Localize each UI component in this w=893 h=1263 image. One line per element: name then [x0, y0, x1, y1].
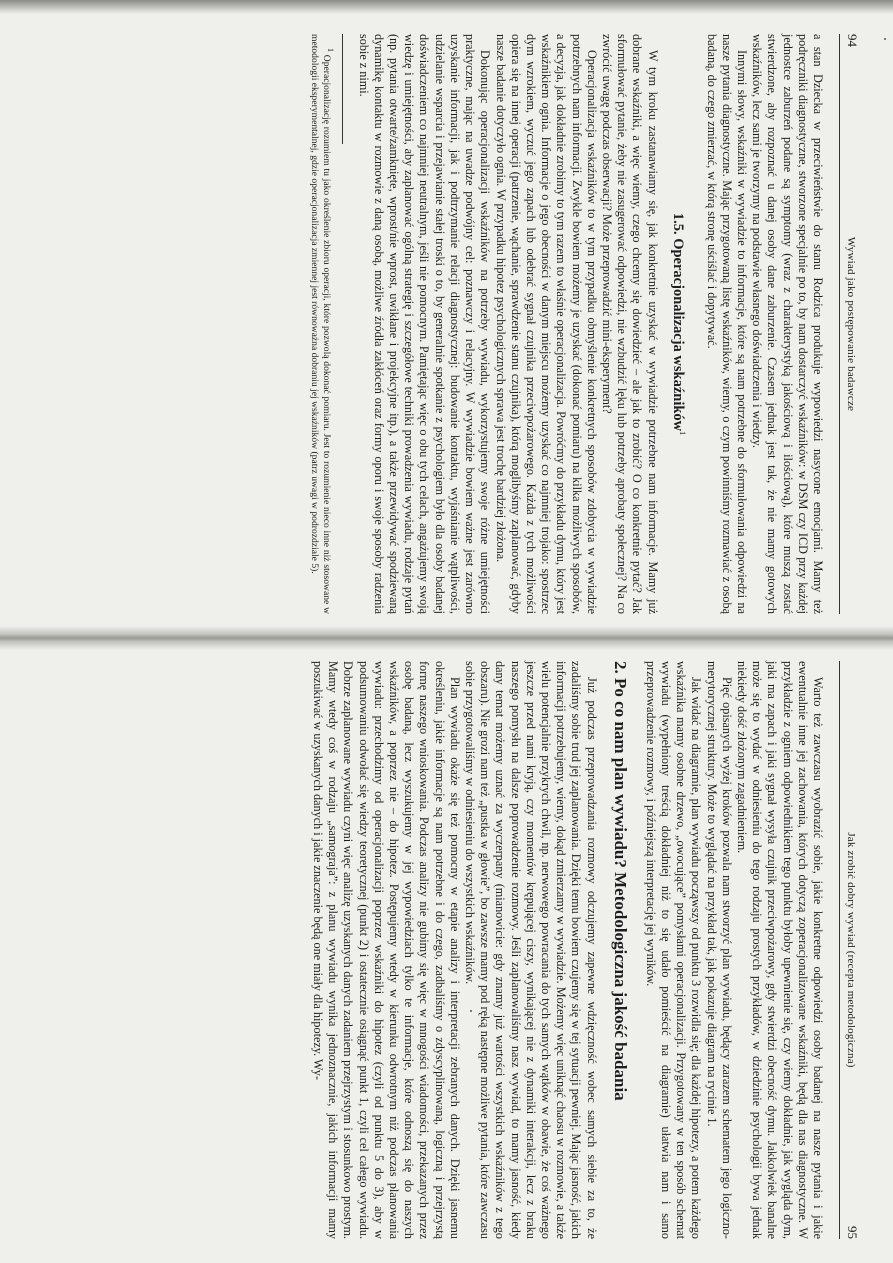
paragraph: Dokonując operacjonalizacji wskaźników na potrzeby wywiadu, wykorzystujemy swoje różne umiejętności praktyczne, mając na uwadze podwójny cel: poznawczy i relacyjny. W wywiadzie bowiem ważne jest zarówno uzyskanie informacji, jak i podtrzymanie relacji diagnostycznej: budowanie kontaktu, wyjaśnianie wątpliwości, udzielanie wsparcia i przejawianie stałej troski o to, by generalnie spotkanie z psychologiem było dla osoby badanej doświadczeniem co najmniej neutralnym, jeśli nie pomocnym. Pamiętając więc o obu tych celach, angażujemy swoją wiedzę i umiejętności, aby zaplanować ogólną strategię i szczegółowe techniki prowadzenia wywiadu, rodzaje pytań (np. pytania otwarte/zamknięte, wprost/nie wprost, uwikłane i projekcyjne itp.), a także przewidywać spodziewaną dynamikę kontaktu w rozmowie z daną osobą, możliwe źródła zakłóceń oraz formy oporu i swoje sposoby radzenia sobie z nimi. — [356, 34, 493, 614]
paragraph: W tym kroku zastanawiamy się, jak konkretnie uzyskać w wywiadzie potrzebne nam informacje. Mamy już dobrane wskaźniki, a więc wiemy, czego chcemy się dowiedzieć – ale jak to zrobić? O co konkretnie pytać? Jak sformułować pytanie, żeby nie zasugerować odpowiedzi, nie wzbudzić lęku lub potrzeby aprobaty społecznej? Na co zwrócić uwagę podczas obserwacji? Może przeprowadzić mini-eksperyment? — [599, 34, 660, 614]
page-number: 95 — [845, 1226, 860, 1239]
running-title: Jak zrobić dobry wywiad (recepta metodologiczna) — [845, 832, 857, 1068]
paragraph: a stan Dziecka w przeciwieństwie do stanu Rodzica produkuje wypowiedzi nasycone emocjami. Mamy też podręczniki diagnostyczne, stworzone specjalnie po to, by nam dostarczyć wskaźników: w DSM czy ICD przy każdej jednostce zaburzeń podane są symptomy (wraz z charakterystyką jakościową i ilościową), które muszą zostać stwierdzone, aby rozpoznać u danej osoby dane zaburzenie. Czasem jednak jest tak, że nie mamy gotowych wskaźników, lecz sami je tworzymy na podstawie własnego doświadczenia i wiedzy. — [750, 34, 825, 614]
footnote-text: Operacjonalizację rozumiem tu jako określenie zbioru operacji, które pozwolą dokonać pomiaru. Jest to rozumienie nieco inne niż stosowane w metodologii eksperymentalnej, gdzie operacjonalizacja zmiennej jest równoważna dobraniu jej wskaźników (patrz uwagi w podrozdziale 5). — [309, 34, 333, 614]
footnote — [308, 34, 336, 614]
page-94 — [40, 28, 860, 620]
section-heading-text: 1.5. Operacjonalizacja wskaźników — [670, 212, 687, 432]
scan-edge-top — [0, 0, 893, 14]
footnote-number: 1 — [326, 48, 336, 52]
paragraph: Plan wywiadu okaże się też pomocny w etapie analizy i interpretacji zebranych danych. Dzięki jasnemu określeniu, jakie informacje są nam potrzebne i do czego, zadbaliśmy o zdyscyplinowaną, logiczną i przejrzystą formę naszego wnioskowania. Podczas analizy nie gubimy się więc w mnogości wiadomości, przekazanych przez osobę badaną, lecz wyszukujemy w jej wypowiedziach tylko te informacje, które odnoszą się do naszych wskaźników, a poprzez nie – do hipotez. Postępujemy wtedy w kierunku odwrotnym niż podczas planowania wywiadu: przechodzimy od operacjonalizacji poprzez wskaźniki do hipotez (czyli od punktu 5 do 3), aby w podsumowaniu odwołać się wiedzy teoretycznej (punkt 2) i ostatecznie osiągnąć punkt 1, czyli cel całego wywiadu. Dobrze zaplanowane wywiadu czyni więc analizę uzyskanych danych zadaniem przejrzystym i stosunkowo prostym. Mamy wtedy coś w rodzaju „samograja”: z planu wywiadu wynika jednoznacznie, jakich informacji mamy poszukiwać w uzyskanych danych i jakie znaczenie będą one miały dla hipotezy. Wy- — [310, 661, 462, 1239]
running-title: Wywiad jako postępowanie badawcze — [845, 236, 857, 412]
page-95 — [40, 655, 860, 1245]
paragraph: Warto też zawczasu wyobrazić sobie, jakie konkretne odpowiedzi osoby badanej na nasze pytania i jakie ewentualnie inne jej zachowania, których dotyczą zoperacjonalizowane wskaźniki, będą dla nas diagnostyczne. W przykładzie z ogniem odpowiednikiem tego punktu byłoby upewnienie się, czy wiemy dokładnie, jak wygląda dym, jaki ma zapach i jaki sygnał wysyła czujnik przeciwpożarowy, gdy stwierdzi obecność dymu. Jakkolwiek banalne może się to wydać w odniesieniu do tego rodzaju prostych przykładów, w dziedzinie psychologii bywa jednak niekiedy dość złożonym zagadnieniem. — [734, 661, 825, 1239]
paragraph: Już podczas przeprowadzania rozmowy odczujemy zapewne wdzięczność wobec samych siebie za to, że zadaliśmy sobie trud jej zaplanowania. Dzięki temu bowiem czujemy się w tej sytuacji pewniej. Mając jasność, jakich informacji potrzebujemy, wiemy, dokąd zmierzamy w wywiadzie. Możemy więc uniknąć chaosu w rozmowie, a także wielu potencjalnie przykrych chwil, np. nerwowego powracania do tych samych wątków w obawie, że coś ważnego jeszcze przed nami kryją, czy momentów krępującej ciszy, wynikającej nie z dynamiki interakcji, lecz z braku naszego pomysłu na dalsze poprowadzenie rozmowy. Jeśli zaplanowaliśmy nasz wywiad, to mamy jasność, kiedy dany temat możemy uznać za wyczerpany (mianowicie: gdy znamy już wartości wszystkich wskaźników z tego obszaru). Nie grozi nam też „pustka w głowie”, bo zawsze mamy pod ręką następne możliwe pytania, które zawczasu sobie przygotowaliśmy w odniesieniu do wszystkich wskaźników. — [462, 661, 599, 1239]
paragraph: Innymi słowy, wskaźniki w wywiadzie to informacje, które są nam potrzebne do sformułowania odpowiedzi na nasze pytania diagnostyczne. Mając przygotowaną listę wskaźników, wiemy, o czym powinniśmy rozmawiać z osobą badaną, do czego zmierzać, w którą stronę uściślać i dopytywać. — [704, 34, 749, 614]
paragraph: Operacjonalizacja wskaźników to w tym przypadku obmyślenie konkretnych sposobów zdobycia w wywiadzie potrzebnych nam informacji. Zwykle bowiem możemy je uzyskać (dokonać pomiaru) na kilka możliwych sposobów, a decyzja, jak dokładnie zrobimy to tym razem to właśnie operacjonalizacja. Powróćmy do przykładu dymu, który jest wskaźnikiem ognia. Informacje o jego obecności w danym miejscu możemy uzyskać co najmniej trojako: spostrzec dym wzrokiem, wyczuć jego zapach lub odebrać sygnał czujnika przeciwpożarowego. Każda z tych możliwości opiera się na innej operacji (patrzenie, wąchanie, sprawdzenie stanu czujnika), którą moglibyśmy zaplanować, gdyby nasze badanie dotyczyło ognia. W przypadku hipotez psychologicznych sprawa jest trochę bardziej złożona. — [493, 34, 599, 614]
paragraph: Jak widać na diagramie, plan wywiadu począwszy od punktu 3 rozwidla się; dla każdej hipotezy, a potem każdego wskaźnika mamy osobne drzewo, „owocujące” pomysłami operacjonalizacji. Przygotowany w ten sposób schemat wywiadu (wypełniony treścią dokładniej niż to się udało pomieścić na diagramie) ułatwia nam i samo przeprowadzenie rozmowy, i późniejszą interpretację jej wyników. — [643, 661, 704, 1239]
scan-speck — [884, 38, 886, 40]
running-head-94 — [839, 34, 860, 614]
section-heading: 2. Po co nam plan wywiadu? Metodologiczna jakość badania — [610, 661, 630, 1101]
page-number: 94 — [845, 34, 860, 47]
footnote-mark: 1 — [678, 431, 688, 436]
scan-speck — [470, 1010, 472, 1012]
running-head-95 — [839, 661, 860, 1239]
section-heading — [670, 34, 692, 614]
paragraph: Pięć opisanych wyżej kroków pozwala nam stworzyć plan wywiadu, będący zarazem schematem jego logiczno-merytorycznej struktury. Może to wyglądać na przykład tak, jak pokazuje diagram na rycinie 1. — [704, 661, 734, 1239]
book-gutter — [0, 626, 893, 650]
footnote-rule — [342, 34, 343, 144]
